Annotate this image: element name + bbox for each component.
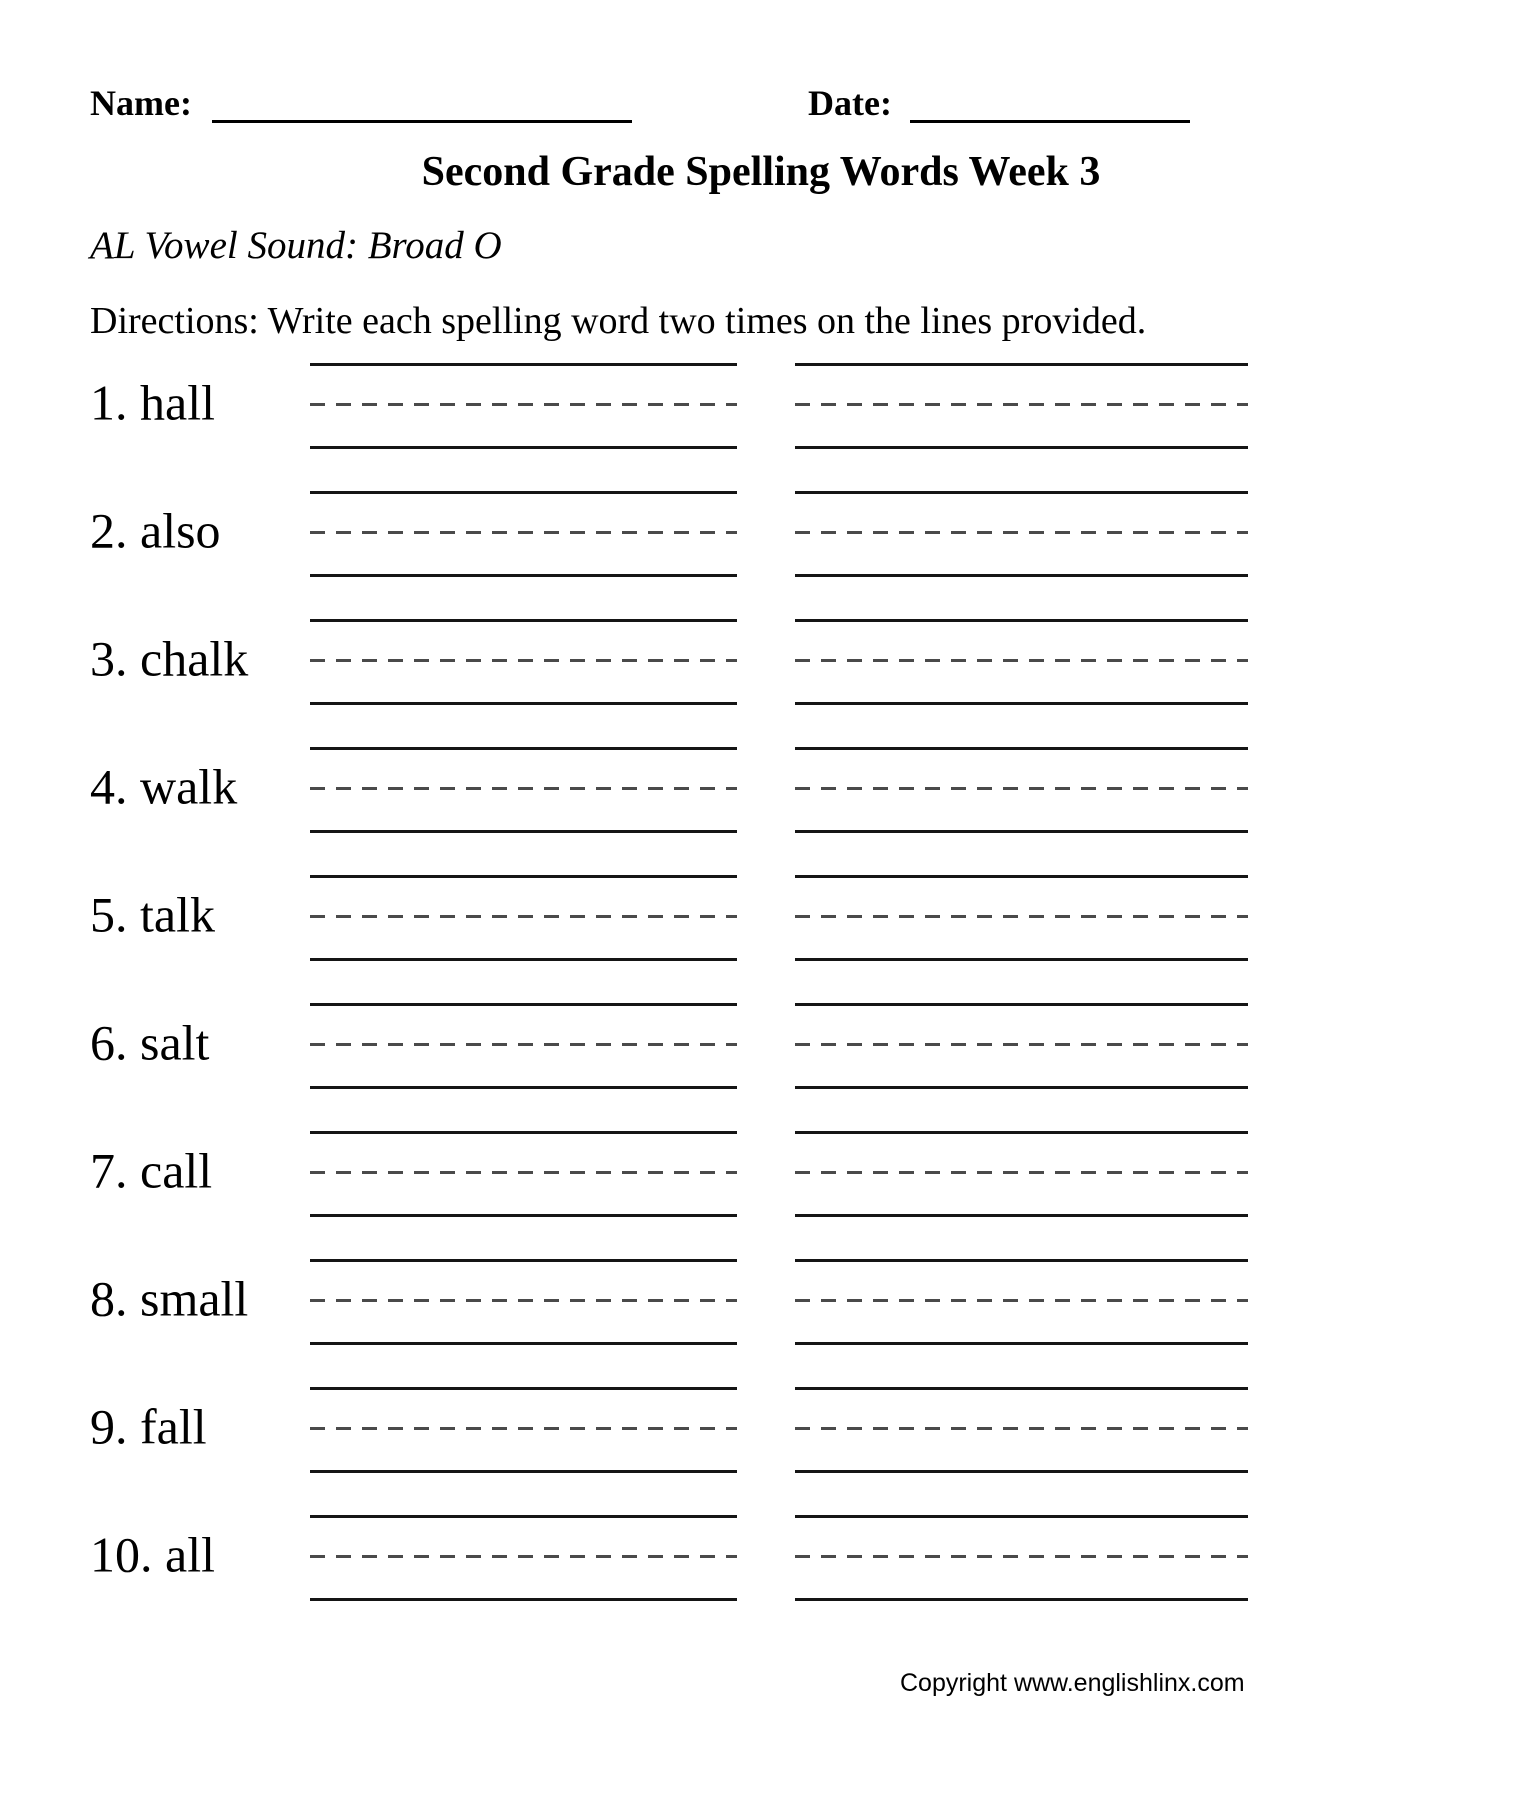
guide-line-bottom (310, 958, 737, 961)
writing-lines-left (310, 491, 737, 577)
guide-line-top (795, 1259, 1248, 1262)
word-label: 10. all (90, 1526, 215, 1583)
name-field-label: Name: (90, 83, 192, 123)
writing-lines-left (310, 1003, 737, 1089)
guide-line-bottom (310, 702, 737, 705)
guide-line-bottom (795, 446, 1248, 449)
guide-line-middle-dashed (795, 659, 1248, 662)
guide-line-bottom (310, 830, 737, 833)
word-label: 5. talk (90, 886, 215, 943)
guide-line-bottom (310, 1470, 737, 1473)
date-blank-line (910, 120, 1190, 123)
writing-lines-right (795, 619, 1248, 705)
word-row (0, 747, 1522, 833)
guide-line-top (795, 491, 1248, 494)
word-row (0, 1131, 1522, 1217)
guide-line-top (795, 875, 1248, 878)
guide-line-bottom (310, 574, 737, 577)
guide-line-middle-dashed (310, 1171, 737, 1174)
writing-lines-right (795, 1515, 1248, 1601)
guide-line-top (310, 619, 737, 622)
guide-line-middle-dashed (795, 1299, 1248, 1302)
word-row (0, 619, 1522, 705)
guide-line-bottom (310, 1086, 737, 1089)
guide-line-bottom (795, 1598, 1248, 1601)
word-label: 3. chalk (90, 630, 249, 687)
directions-text: Directions: Write each spelling word two times on the lines provided. (90, 300, 1147, 342)
guide-line-top (795, 619, 1248, 622)
writing-lines-left (310, 1131, 737, 1217)
writing-lines-left (310, 747, 737, 833)
writing-lines-right (795, 1387, 1248, 1473)
writing-lines-left (310, 1387, 737, 1473)
guide-line-middle-dashed (795, 787, 1248, 790)
guide-line-middle-dashed (310, 659, 737, 662)
guide-line-bottom (795, 1470, 1248, 1473)
guide-line-bottom (795, 830, 1248, 833)
word-label: 1. hall (90, 374, 215, 431)
guide-line-top (310, 1003, 737, 1006)
guide-line-top (310, 747, 737, 750)
guide-line-middle-dashed (310, 403, 737, 406)
writing-lines-left (310, 875, 737, 961)
guide-line-middle-dashed (310, 915, 737, 918)
guide-line-bottom (310, 1598, 737, 1601)
guide-line-middle-dashed (795, 531, 1248, 534)
guide-line-bottom (795, 958, 1248, 961)
lesson-subtitle: AL Vowel Sound: Broad O (90, 224, 502, 267)
writing-lines-right (795, 363, 1248, 449)
guide-line-bottom (795, 1342, 1248, 1345)
guide-line-top (310, 1259, 737, 1262)
word-label: 8. small (90, 1270, 249, 1327)
guide-line-top (795, 1131, 1248, 1134)
writing-lines-right (795, 747, 1248, 833)
writing-lines-right (795, 1259, 1248, 1345)
guide-line-middle-dashed (795, 1043, 1248, 1046)
writing-lines-right (795, 1003, 1248, 1089)
writing-lines-left (310, 1259, 737, 1345)
writing-lines-right (795, 491, 1248, 577)
guide-line-middle-dashed (310, 1427, 737, 1430)
guide-line-top (310, 1387, 737, 1390)
guide-line-top (795, 363, 1248, 366)
guide-line-middle-dashed (310, 787, 737, 790)
guide-line-middle-dashed (795, 403, 1248, 406)
writing-lines-right (795, 875, 1248, 961)
guide-line-top (795, 1387, 1248, 1390)
guide-line-top (310, 491, 737, 494)
guide-line-top (310, 875, 737, 878)
word-row (0, 491, 1522, 577)
word-label: 6. salt (90, 1014, 210, 1071)
guide-line-top (310, 1131, 737, 1134)
guide-line-middle-dashed (310, 1555, 737, 1558)
guide-line-top (310, 363, 737, 366)
guide-line-top (795, 747, 1248, 750)
guide-line-middle-dashed (310, 531, 737, 534)
word-row (0, 363, 1522, 449)
guide-line-middle-dashed (795, 1171, 1248, 1174)
guide-line-bottom (795, 1086, 1248, 1089)
writing-lines-left (310, 363, 737, 449)
guide-line-bottom (310, 1214, 737, 1217)
word-row (0, 1515, 1522, 1601)
guide-line-bottom (795, 1214, 1248, 1217)
word-row (0, 875, 1522, 961)
guide-line-middle-dashed (310, 1043, 737, 1046)
guide-line-bottom (310, 1342, 737, 1345)
guide-line-top (795, 1003, 1248, 1006)
guide-line-top (310, 1515, 737, 1518)
guide-line-middle-dashed (310, 1299, 737, 1302)
word-row (0, 1003, 1522, 1089)
guide-line-top (795, 1515, 1248, 1518)
word-row (0, 1387, 1522, 1473)
word-label: 2. also (90, 502, 221, 559)
name-blank-line (212, 120, 632, 123)
copyright-text: Copyright www.englishlinx.com (900, 1669, 1245, 1697)
writing-lines-left (310, 1515, 737, 1601)
word-row (0, 1259, 1522, 1345)
date-field-label: Date: (808, 83, 892, 123)
word-label: 9. fall (90, 1398, 207, 1455)
guide-line-middle-dashed (795, 1427, 1248, 1430)
page-title: Second Grade Spelling Words Week 3 (421, 149, 1101, 195)
guide-line-middle-dashed (795, 1555, 1248, 1558)
word-label: 7. call (90, 1142, 213, 1199)
guide-line-bottom (795, 574, 1248, 577)
guide-line-bottom (795, 702, 1248, 705)
guide-line-middle-dashed (795, 915, 1248, 918)
guide-line-bottom (310, 446, 737, 449)
writing-lines-right (795, 1131, 1248, 1217)
word-label: 4. walk (90, 758, 238, 815)
writing-lines-left (310, 619, 737, 705)
